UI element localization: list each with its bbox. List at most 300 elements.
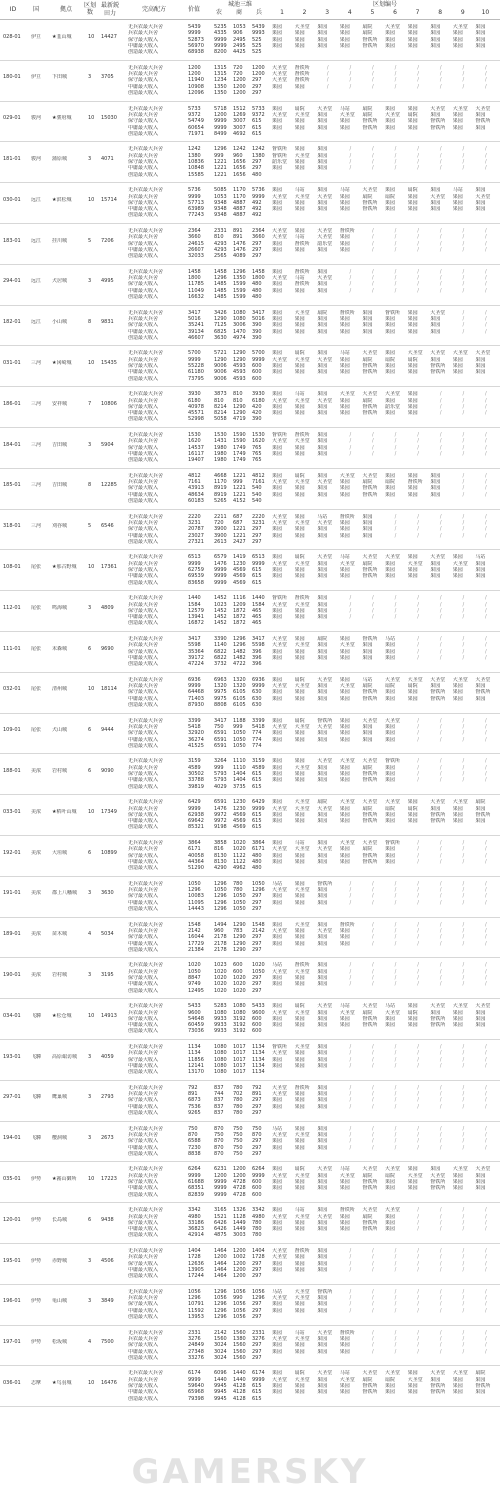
soldier-value: 1134 — [252, 1069, 265, 1076]
config-value: 14537 — [188, 444, 204, 451]
district-building: 大圣堂 — [362, 472, 378, 479]
district-building: / — [462, 846, 465, 853]
config-value: 33788 — [188, 777, 204, 784]
config-label: 兵农最大兵舍 — [128, 887, 159, 894]
district-building: 果园 — [385, 811, 396, 818]
district-building: / — [417, 246, 419, 253]
district-building: 果园 — [294, 636, 305, 642]
district-building: 果园 — [272, 730, 283, 737]
config-value: 48634 — [188, 491, 204, 498]
district-building: / — [485, 309, 487, 316]
district-building: 果园 — [317, 199, 328, 206]
district-building: 果园 — [272, 472, 283, 479]
district-building: / — [462, 1050, 465, 1057]
district-building: 大圣堂 — [272, 228, 288, 234]
commerce-value: 687 — [233, 513, 243, 520]
farm-value: 3024 — [214, 1348, 227, 1355]
district-building: 果园 — [407, 491, 418, 498]
soldier-value: 396 — [252, 648, 262, 655]
commerce-value: 1269 — [233, 111, 246, 118]
soldier-value: 1296 — [252, 887, 265, 894]
district-building: / — [485, 601, 487, 608]
city-id: 034-01 — [3, 1012, 21, 1019]
commerce-value: 600 — [233, 962, 243, 969]
district-building: 果园 — [385, 846, 396, 853]
city-id: 183-01 — [3, 237, 21, 244]
config-value: 27321 — [188, 538, 204, 545]
soldier-value: 525 — [252, 42, 262, 49]
district-count: 6 — [88, 849, 92, 856]
district-building: 果园 — [362, 532, 373, 539]
commerce-value: 1200 — [233, 1248, 246, 1254]
soldier-value: 2220 — [252, 513, 265, 520]
tenure-value: 9438 — [101, 1216, 114, 1223]
district-building: / — [372, 165, 374, 172]
district-building: 果园 — [272, 1179, 283, 1185]
district-building: 果园 — [317, 485, 328, 492]
district-building: 大圣堂 — [294, 356, 310, 363]
district-building: 果园 — [294, 322, 305, 329]
farm-value: 1315 — [214, 64, 227, 71]
config-label: 无兵农最大兵舍 — [128, 146, 164, 153]
soldier-value: 297 — [252, 1097, 262, 1104]
district-building: 督铁所 — [362, 42, 378, 49]
district-building: 大圣堂 — [475, 105, 491, 112]
district-building: 果园 — [475, 206, 486, 213]
config-label: 创造最大收入 — [128, 90, 159, 96]
district-building: 果园 — [294, 526, 305, 533]
city-id: 033-01 — [3, 808, 21, 815]
district-building: / — [485, 940, 487, 947]
config-label: 无兵农最大兵舍 — [128, 1370, 164, 1377]
config-label: 兵农最大兵舍 — [128, 1050, 159, 1057]
district-building: 果园 — [294, 36, 305, 43]
district-building: 韶乐堂 — [272, 159, 288, 165]
district-building: 果园 — [385, 777, 396, 784]
district-building: / — [439, 601, 442, 608]
district-building: / — [417, 64, 419, 71]
farm-value: 8808 — [214, 702, 227, 708]
farm-value: 1140 — [214, 642, 227, 649]
district-building: 果园 — [339, 42, 350, 49]
district-building: 果园 — [272, 1166, 283, 1173]
district-building: 督铁所 — [362, 403, 378, 410]
district-building: 大圣堂 — [362, 1207, 378, 1214]
district-building: / — [349, 165, 352, 172]
district-building: 果园 — [317, 689, 328, 696]
district-building: / — [485, 485, 487, 492]
district-building: 果园 — [339, 1015, 350, 1022]
district-building: 督铁所 — [294, 432, 310, 438]
district-building: 果园 — [339, 676, 350, 683]
config-value: 6171 — [188, 846, 201, 853]
district-building: / — [394, 595, 397, 602]
district-building: 果园 — [272, 444, 283, 451]
city-country: 三河 — [31, 441, 42, 448]
district-count: 3 — [88, 1053, 92, 1060]
district-building: / — [485, 240, 487, 247]
district-building: 果园 — [385, 689, 396, 696]
district-building: / — [439, 648, 442, 655]
soldier-value: 297 — [252, 1103, 262, 1110]
district-building: / — [417, 899, 419, 906]
district-building: / — [462, 642, 465, 649]
config-label: 兵农最大兵舍 — [128, 1009, 159, 1016]
farm-value: 816 — [214, 846, 224, 853]
district-building: 大圣堂 — [294, 438, 310, 445]
district-building: 果园 — [317, 281, 328, 288]
district-building: 果园 — [317, 403, 328, 410]
config-value: 39134 — [188, 328, 204, 335]
district-building: / — [372, 1138, 374, 1145]
tenure-value: 2673 — [101, 1135, 114, 1142]
district-building: / — [462, 723, 465, 730]
farm-value: 960 — [214, 927, 224, 934]
district-building: 果园 — [317, 921, 328, 928]
district-building: / — [485, 472, 487, 479]
farm-value: 9999 — [214, 124, 227, 131]
district-building: / — [417, 1062, 419, 1069]
district-building: 扇院 — [362, 193, 373, 200]
district-building: 扇院 — [294, 350, 305, 357]
district-building: 果园 — [339, 1342, 350, 1349]
district-building: / — [394, 1062, 397, 1069]
district-building: 扇院 — [294, 1166, 305, 1173]
district-building: 果园 — [317, 1307, 328, 1314]
config-value: 63989 — [188, 206, 204, 213]
district-building: 果园 — [317, 350, 328, 357]
district-building: 果园 — [430, 485, 441, 492]
district-building: 马站 — [339, 554, 350, 561]
config-label: 保守最大收入 — [128, 1342, 159, 1349]
district-building: 果园 — [362, 642, 373, 649]
config-label: 中庸最大收入 — [128, 1389, 159, 1396]
district-building: / — [417, 1226, 419, 1233]
soldier-value: 525 — [252, 49, 262, 56]
district-count: 3 — [88, 156, 92, 162]
district-building: 果园 — [317, 410, 328, 417]
farm-value: 9999 — [214, 1191, 227, 1198]
district-building: 果园 — [339, 519, 350, 526]
district-building: 果园 — [272, 1144, 283, 1151]
city-name: 岩村城 — [52, 972, 68, 978]
commerce-value: 1188 — [233, 717, 246, 724]
farm-value: 8130 — [214, 852, 227, 859]
city-country: 远江 — [31, 237, 42, 244]
district-building: 扇院 — [385, 1172, 396, 1179]
soldier-value: 6171 — [252, 846, 265, 853]
district-building: 果园 — [385, 397, 396, 404]
district-building: 马站 — [339, 1370, 350, 1377]
district-building: 果园 — [294, 228, 305, 234]
district-building: / — [462, 648, 465, 655]
city-country: 伊豆 — [31, 74, 42, 81]
soldier-value: 774 — [252, 742, 262, 749]
district-building: 大圣堂 — [317, 723, 333, 730]
district-building: 督铁所 — [430, 1022, 446, 1029]
district-building: 果园 — [407, 315, 418, 322]
config-value: 24615 — [188, 240, 204, 247]
commerce-value: 2495 — [233, 36, 246, 43]
farm-value: 8919 — [214, 485, 227, 492]
district-building: 督铁所 — [294, 268, 310, 275]
config-value: 73036 — [188, 1028, 204, 1035]
district-building: / — [485, 614, 487, 621]
config-value: 41525 — [188, 742, 204, 749]
soldier-value: 1242 — [252, 146, 265, 153]
district-building: 果园 — [339, 730, 350, 737]
config-value: 1548 — [188, 921, 201, 928]
district-building: 扇院 — [407, 356, 418, 363]
district-building: / — [439, 1254, 442, 1261]
config-value: 891 — [188, 1091, 198, 1098]
district-building: / — [485, 764, 487, 771]
district-building: 大圣堂 — [339, 560, 355, 567]
district-building: 大圣堂 — [317, 356, 333, 363]
district-building: 果园 — [385, 187, 396, 194]
city-id: 192-01 — [3, 849, 21, 856]
commerce-value: 1590 — [233, 432, 246, 438]
district-building: 督铁所 — [385, 758, 401, 765]
district-building: 督铁所 — [385, 840, 401, 846]
district-building: / — [439, 1103, 442, 1110]
commerce-value: 4569 — [233, 573, 246, 580]
district-building: 扇院 — [362, 105, 373, 112]
district-building: / — [462, 1266, 465, 1273]
row-divider — [0, 917, 500, 918]
district-building: 果园 — [475, 42, 486, 49]
commerce-value: 1050 — [233, 893, 246, 900]
farm-value: 870 — [214, 1125, 224, 1132]
row-divider — [0, 305, 500, 306]
commerce-value: 906 — [233, 30, 243, 37]
config-label: 创造最大收入 — [128, 1191, 159, 1198]
soldier-value: 390 — [252, 328, 262, 335]
city-country: 美浓 — [31, 768, 42, 774]
config-label: 创造最大收入 — [128, 1273, 159, 1280]
city-country: 远江 — [31, 278, 42, 285]
district-building: / — [417, 1348, 419, 1355]
district-building: / — [439, 240, 442, 247]
district-building: 果园 — [317, 1389, 328, 1396]
district-building: 果园 — [339, 322, 350, 329]
farm-value: 1023 — [214, 962, 227, 969]
config-value: 5418 — [188, 723, 201, 730]
district-building: / — [372, 927, 374, 934]
commerce-value: 1560 — [233, 1342, 246, 1349]
config-value: 65968 — [188, 1389, 204, 1396]
district-building: 果园 — [362, 723, 373, 730]
soldier-value: 1440 — [252, 595, 265, 602]
district-building: 大圣堂 — [294, 805, 310, 812]
soldier-value: 465 — [252, 607, 262, 614]
config-label: 保守最大收入 — [128, 118, 159, 125]
config-value: 9265 — [188, 1110, 201, 1116]
city-name: ★松仓城 — [52, 1012, 72, 1019]
district-building: / — [462, 64, 465, 71]
district-building: 果园 — [407, 1003, 418, 1010]
config-label: 兵农最大兵舍 — [128, 275, 159, 282]
district-building: 督铁所 — [362, 1022, 378, 1029]
commerce-value: 999 — [233, 479, 243, 486]
config-label: 保守最大收入 — [128, 199, 159, 206]
district-building: 果园 — [272, 648, 283, 655]
district-building: 马站 — [385, 1003, 396, 1010]
district-building: / — [462, 526, 465, 533]
district-building: 果园 — [407, 42, 418, 49]
config-label: 创造最大收入 — [128, 702, 159, 708]
commerce-value: 2427 — [233, 538, 246, 545]
config-value: 3399 — [188, 717, 201, 724]
config-label: 保守最大收入 — [128, 1056, 159, 1063]
config-value: 1530 — [188, 432, 201, 438]
district-building: 果园 — [272, 24, 283, 30]
soldier-value: 297 — [252, 934, 262, 941]
district-building: / — [349, 1056, 352, 1063]
district-building: 果园 — [294, 485, 305, 492]
district-building: / — [417, 927, 419, 934]
commerce-value: 4569 — [233, 579, 246, 586]
district-building: / — [462, 391, 465, 398]
district-building: / — [394, 887, 397, 894]
district-building: 果园 — [294, 246, 305, 253]
district-building: / — [485, 234, 487, 241]
district-building: / — [372, 934, 374, 941]
district-building: 大圣堂 — [317, 1329, 333, 1336]
district-building: 大圣堂 — [430, 105, 446, 112]
district-building: 果园 — [317, 1138, 328, 1145]
district-building: 果园 — [385, 771, 396, 777]
config-value: 45571 — [188, 410, 204, 417]
soldier-value: 600 — [252, 375, 262, 382]
district-building: 果园 — [317, 1226, 328, 1233]
district-building: 督铁所 — [362, 811, 378, 818]
district-building: 扇院 — [385, 479, 396, 486]
tenure-value: 6546 — [101, 523, 114, 530]
district-building: 果园 — [385, 730, 396, 737]
farm-value: 1315 — [214, 71, 227, 78]
config-value: 42914 — [188, 1232, 204, 1239]
district-building: / — [372, 240, 374, 247]
config-label: 兵农最大兵舍 — [128, 560, 159, 567]
district-building: 果园 — [294, 1266, 305, 1273]
config-label: 中庸最大收入 — [128, 165, 159, 172]
commerce-value: 1080 — [233, 309, 246, 316]
farm-value: 1485 — [214, 281, 227, 288]
district-building: / — [417, 648, 419, 655]
district-building: 大圣堂 — [452, 24, 468, 30]
soldier-value: 480 — [252, 852, 262, 859]
config-value: 64468 — [188, 689, 204, 696]
district-building: 马站 — [452, 187, 463, 194]
config-label: 兵农最大兵舍 — [128, 1131, 159, 1138]
commerce-value: 1449 — [233, 1219, 246, 1226]
district-building: 马站 — [339, 105, 350, 112]
district-building: 果园 — [272, 573, 283, 580]
city-name: 苗木城 — [52, 931, 68, 938]
config-label: 中庸最大收入 — [128, 1185, 159, 1192]
district-building: / — [349, 1103, 352, 1110]
district-building: / — [485, 962, 487, 969]
district-count: 5 — [88, 237, 92, 244]
district-building: 督铁所 — [294, 595, 310, 602]
header-city: 拠点 — [59, 6, 72, 13]
district-building: 果园 — [385, 491, 396, 498]
farm-value: 1452 — [214, 595, 227, 602]
district-building: / — [462, 975, 465, 981]
district-building: 大圣堂 — [272, 397, 288, 404]
district-building: / — [462, 1056, 465, 1063]
city-id: 184-01 — [3, 441, 21, 448]
district-building: 果园 — [362, 736, 373, 743]
district-building: 果园 — [339, 636, 350, 642]
district-building: 果园 — [362, 315, 373, 322]
district-building: 果园 — [317, 654, 328, 661]
farm-value: 9975 — [214, 695, 227, 702]
district-building: / — [394, 1103, 397, 1110]
district-building: / — [349, 268, 352, 275]
soldier-value: 297 — [252, 90, 262, 96]
district-building: / — [417, 1125, 419, 1132]
district-building: 果园 — [430, 479, 441, 486]
soldier-value: 297 — [252, 906, 262, 912]
district-building: / — [394, 601, 397, 608]
district-building: 果园 — [452, 811, 463, 818]
farm-value: 1290 — [214, 356, 227, 363]
district-building: 果园 — [317, 1348, 328, 1355]
district-building: 果园 — [272, 818, 283, 825]
district-building: / — [349, 962, 352, 969]
farm-value: 9348 — [214, 199, 227, 206]
district-building: 果园 — [339, 654, 350, 661]
district-building: 果园 — [294, 695, 305, 702]
district-building: 果园 — [317, 1022, 328, 1029]
district-building: 果园 — [452, 206, 463, 213]
district-building: 大圣堂 — [475, 1003, 491, 1010]
soldier-value: 600 — [252, 1028, 262, 1035]
district-building: 果园 — [317, 1050, 328, 1057]
tenure-value: 5034 — [101, 931, 114, 938]
config-label: 创造最大收入 — [128, 946, 159, 953]
district-building: / — [372, 981, 374, 988]
config-label: 保守最大收入 — [128, 1219, 159, 1226]
config-value: 71971 — [188, 130, 204, 137]
district-building: / — [394, 975, 397, 981]
district-building: / — [349, 1138, 352, 1145]
district-building: / — [485, 777, 487, 784]
city-name: 郡上八幡城 — [52, 890, 78, 897]
city-country: 远江 — [31, 319, 42, 326]
district-building: 果园 — [385, 118, 396, 125]
district-building: 果园 — [317, 1335, 328, 1342]
config-value: 6588 — [188, 1138, 201, 1145]
district-building: 果园 — [407, 410, 418, 417]
farm-value: 2178 — [214, 946, 227, 953]
district-building: 果园 — [317, 1144, 328, 1151]
district-building: / — [417, 146, 419, 153]
farm-value: 1053 — [214, 193, 227, 200]
district-building: 果园 — [362, 648, 373, 655]
district-building: 果园 — [272, 526, 283, 533]
district-building: / — [372, 880, 374, 887]
config-value: 62759 — [188, 567, 204, 573]
commerce-value: 1122 — [233, 852, 246, 859]
config-label: 兵农最大兵舍 — [128, 397, 159, 404]
config-value: 8847 — [188, 975, 201, 981]
soldier-value: 6936 — [252, 676, 265, 683]
farm-value: 5721 — [214, 350, 227, 357]
district-building: 果园 — [339, 846, 350, 853]
